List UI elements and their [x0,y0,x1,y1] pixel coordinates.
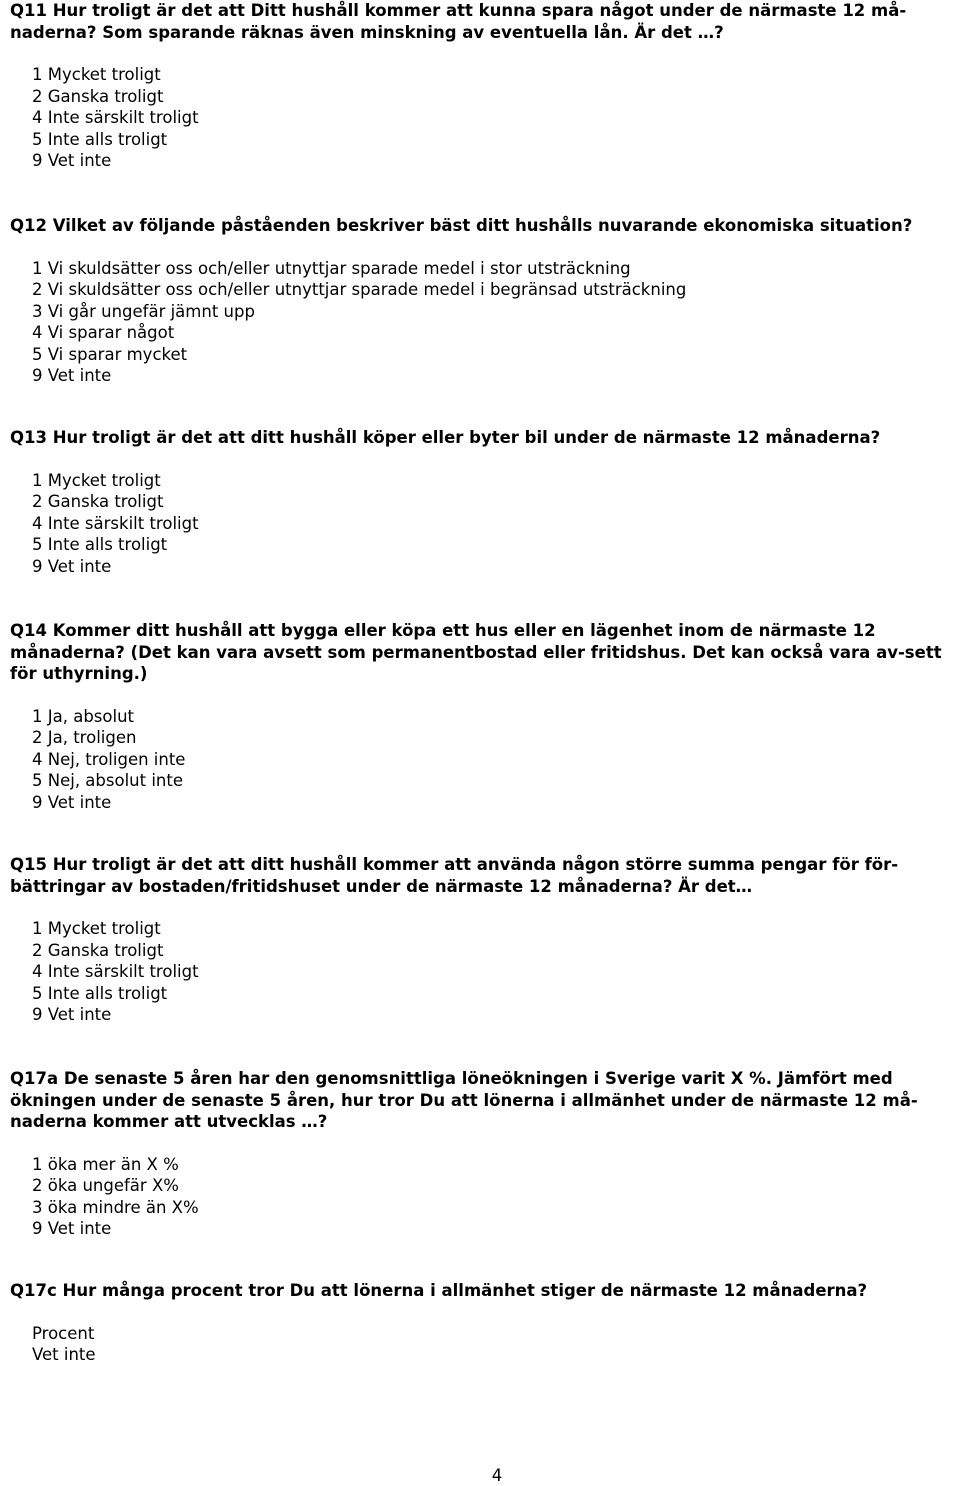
answer-option: 4 Inte särskilt troligt [32,513,199,533]
question-text: Q17a De senaste 5 åren har den genomsnittliga löneökningen i Sverige varit X %. Jämfört med ökningen under de senaste 5 åren, hur tror Du att lönerna i allmänhet under de närmaste 12 må-naderna kommer att utvecklas …? [10,1069,918,1131]
answer-option: 5 Inte alls troligt [32,129,168,149]
answer-option: 4 Nej, troligen inte [32,749,186,769]
answer-option: 1 öka mer än X % [32,1154,179,1174]
answer-option: 2 Ganska troligt [32,86,164,106]
answer-options [0,64,960,172]
answer-option: 9 Vet inte [32,366,112,385]
question-text: Q15 Hur troligt är det att ditt hushåll kommer att använda någon större summa pengar för för-bättringar av bostaden/fritidshuset under de närmaste 12 månaderna? Är det… [10,855,899,896]
answer-option: 4 Inte särskilt troligt [32,962,199,981]
question-q15 [0,854,960,1026]
answer-option: 1 Mycket troligt [32,470,161,490]
answer-option: 5 Nej, absolut inte [32,771,184,790]
question-q14 [0,620,960,813]
answer-option: 1 Vi skuldsätter oss och/eller utnyttjar sparade medel i stor utsträckning [32,258,631,278]
page-number: 4 [491,1466,503,1485]
question-q17a [0,1068,960,1240]
answer-option: 5 Inte alls troligt [32,983,168,1003]
answer-option: 2 Ja, troligen [32,728,137,747]
answer-options [0,918,960,1026]
answer-option: 5 Vi sparar mycket [32,344,188,364]
question-text: Q17c Hur många procent tror Du att lönerna i allmänhet stiger de närmaste 12 månaderna? [10,1281,868,1300]
answer-option: 9 Vet inte [32,151,112,170]
answer-options [0,258,960,387]
answer-option: 9 Vet inte [32,1005,112,1024]
question-q13 [0,427,960,577]
answer-options [0,1323,960,1366]
answer-option: 9 Vet inte [32,1219,112,1238]
question-text: Q11 Hur troligt är det att Ditt hushåll kommer att kunna spara något under de närmaste 12 må-naderna? Som sparande räknas även minskning av eventuella lån. Är det …? [10,1,907,42]
answer-option: Procent [32,1323,95,1343]
answer-option: 4 Inte särskilt troligt [32,108,199,127]
question-text: Q13 Hur troligt är det att ditt hushåll köper eller byter bil under de närmaste 12 månaderna? [10,428,881,447]
answer-option: 2 Ganska troligt [32,940,164,960]
answer-option: 2 Ganska troligt [32,492,164,511]
answer-option: 2 Vi skuldsätter oss och/eller utnyttjar sparade medel i begränsad utsträckning [32,280,687,299]
answer-option: 1 Mycket troligt [32,65,161,84]
answer-option: 1 Ja, absolut [32,706,134,726]
answer-option: 3 öka mindre än X% [32,1197,199,1217]
answer-option: 5 Inte alls troligt [32,535,168,554]
answer-options [0,706,960,814]
answer-options [0,470,960,578]
answer-option: 4 Vi sparar något [32,323,175,342]
answer-option: Vet inte [32,1345,96,1364]
answer-option: 1 Mycket troligt [32,919,161,938]
question-q11 [0,0,960,172]
answer-options [0,1154,960,1240]
question-q17c [0,1280,960,1366]
question-q12 [0,215,960,387]
answer-option: 3 Vi går ungefär jämnt upp [32,301,255,321]
question-text: Q14 Kommer ditt hushåll att bygga eller köpa ett hus eller en lägenhet inom de närmaste 12 månaderna? (Det kan vara avsett som permanentbostad eller fritidshus. Det kan också vara av-sett för uthyrning.) [10,621,942,683]
answer-option: 9 Vet inte [32,792,112,812]
answer-option: 9 Vet inte [32,556,112,576]
answer-option: 2 öka ungefär X% [32,1176,179,1195]
question-text: Q12 Vilket av följande påståenden beskriver bäst ditt hushålls nuvarande ekonomiska situation? [10,216,913,235]
